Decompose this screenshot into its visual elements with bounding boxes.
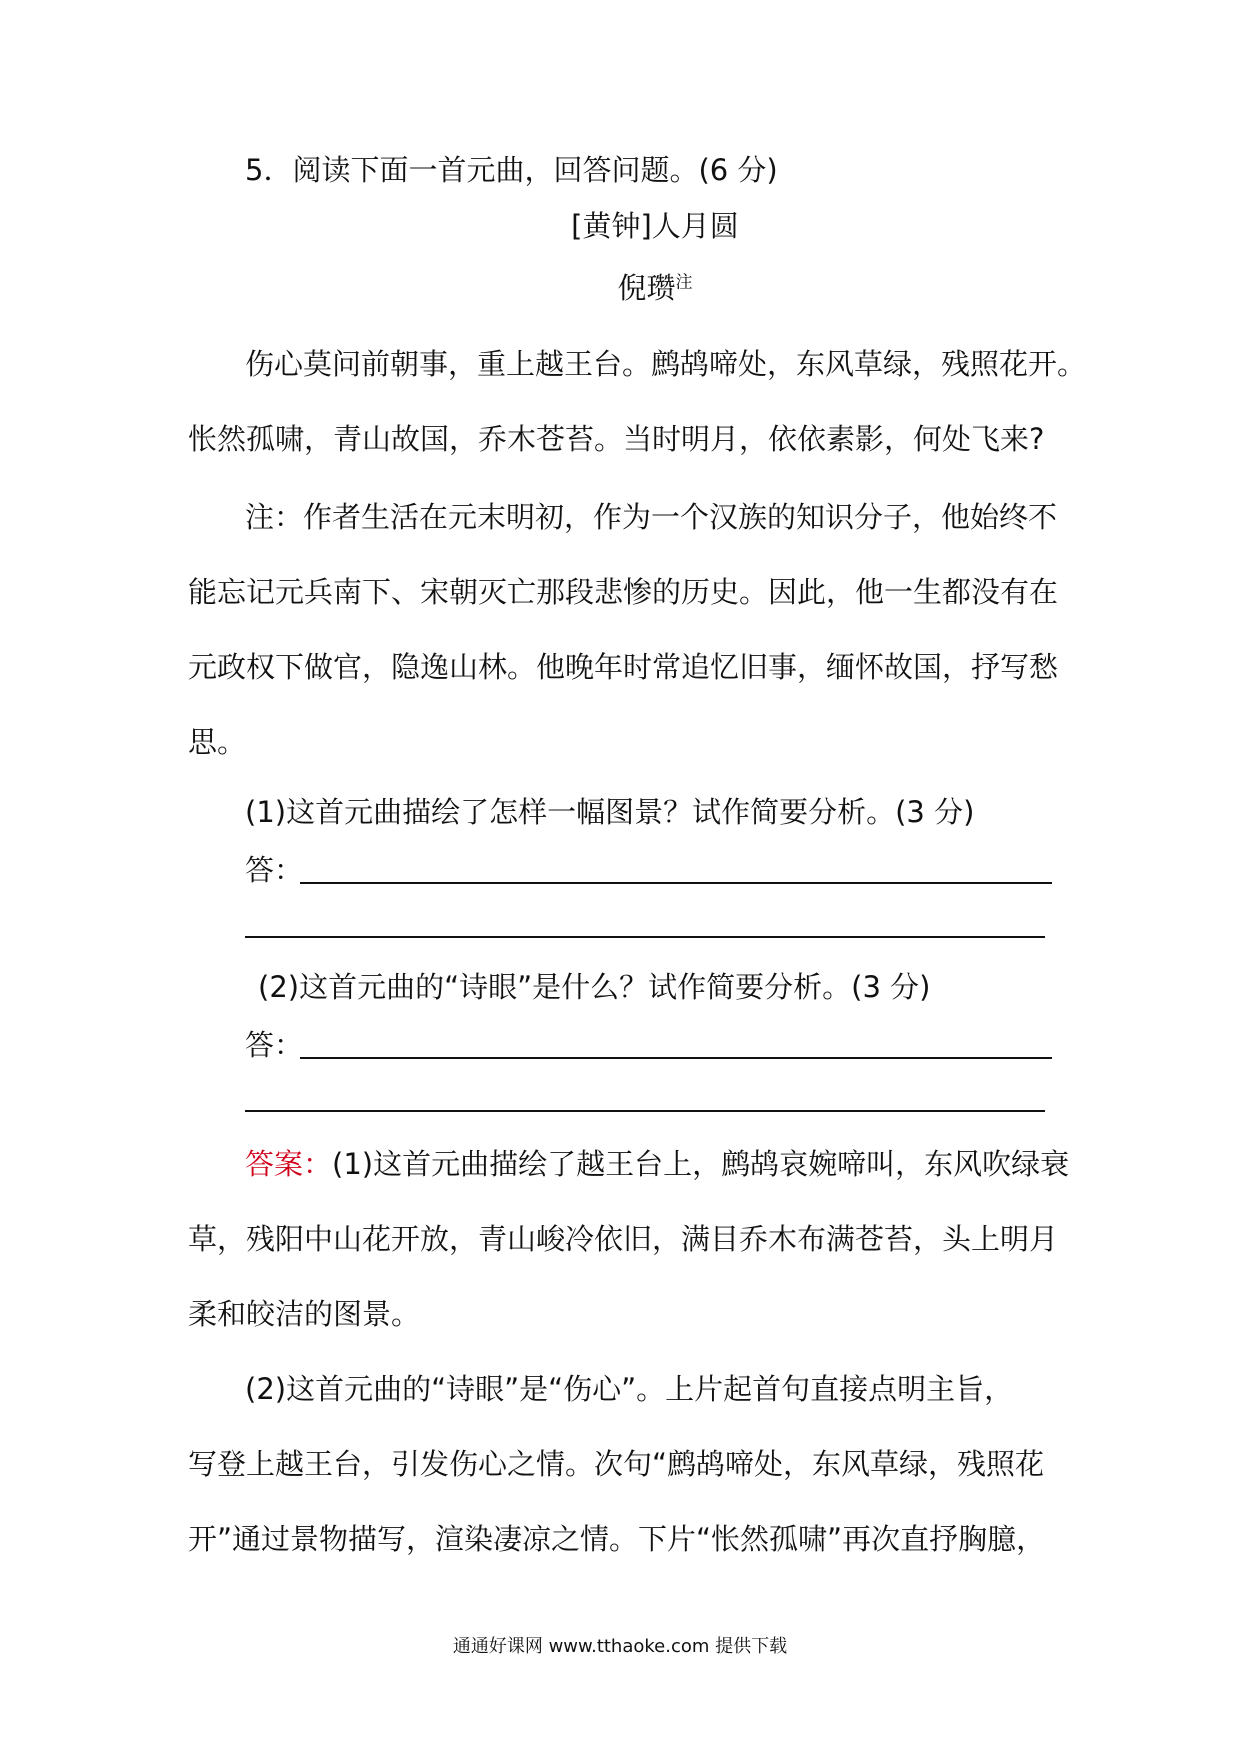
answer-1-line: 柔和皎洁的图景。 bbox=[188, 1297, 421, 1331]
sub-question-2: (2)这首元曲的“诗眼”是什么？试作简要分析。(3 分) bbox=[258, 970, 931, 1004]
answer-blank-line[interactable] bbox=[300, 882, 1052, 884]
answer-blank-line[interactable] bbox=[245, 1110, 1045, 1112]
answer-2-line: 写登上越王台，引发伤心之情。次句“鹧鸪啼处，东风草绿，残照花 bbox=[188, 1447, 1045, 1481]
poem-title: [黄钟]人月圆 bbox=[571, 209, 739, 243]
answer-prefix-1: 答： bbox=[245, 853, 304, 887]
answer-1-line: 草，残阳中山花开放，青山峻冷依旧，满目乔木布满苍苔，头上明月 bbox=[188, 1222, 1059, 1256]
author-name: 倪瓒 bbox=[617, 271, 676, 305]
author-note-mark: 注 bbox=[675, 272, 693, 293]
question-header: 5．阅读下面一首元曲，回答问题。(6 分) bbox=[245, 153, 778, 187]
poem-line: 怅然孤啸，青山故国，乔木苍苔。当时明月，依依素影，何处飞来? bbox=[188, 422, 1045, 456]
note-line: 元政权下做官，隐逸山林。他晚年时常追忆旧事，缅怀故国，抒写愁 bbox=[188, 650, 1059, 684]
answer-1-line bbox=[245, 1144, 1069, 1184]
poem-author bbox=[0, 268, 1240, 308]
sub-question-1: (1)这首元曲描绘了怎样一幅图景？试作简要分析。(3 分) bbox=[245, 795, 975, 829]
note-line: 注：作者生活在元末明初，作为一个汉族的知识分子，他始终不 bbox=[245, 500, 1058, 534]
page-footer: 通通好课网 www.tthaoke.com 提供下载 bbox=[452, 1636, 788, 1657]
note-line: 能忘记元兵南下、宋朝灭亡那段悲惨的历史。因此，他一生都没有在 bbox=[188, 575, 1059, 609]
answer-label: 答案： bbox=[245, 1147, 333, 1181]
answer-2-line: (2)这首元曲的“诗眼”是“伤心”。上片起首句直接点明主旨， bbox=[245, 1372, 1014, 1406]
poem-line: 伤心莫问前朝事，重上越王台。鹧鸪啼处，东风草绿，残照花开。 bbox=[245, 347, 1087, 381]
note-line: 思。 bbox=[188, 725, 247, 759]
answer-blank-line[interactable] bbox=[245, 936, 1045, 938]
answer-blank-line[interactable] bbox=[300, 1057, 1052, 1059]
answer-prefix-2: 答： bbox=[245, 1028, 304, 1062]
answer-1-text: (1)这首元曲描绘了越王台上，鹧鸪哀婉啼叫，东风吹绿衰 bbox=[332, 1147, 1070, 1181]
answer-2-line: 开”通过景物描写，渲染凄凉之情。下片“怅然孤啸”再次直抒胸臆， bbox=[188, 1522, 1046, 1556]
